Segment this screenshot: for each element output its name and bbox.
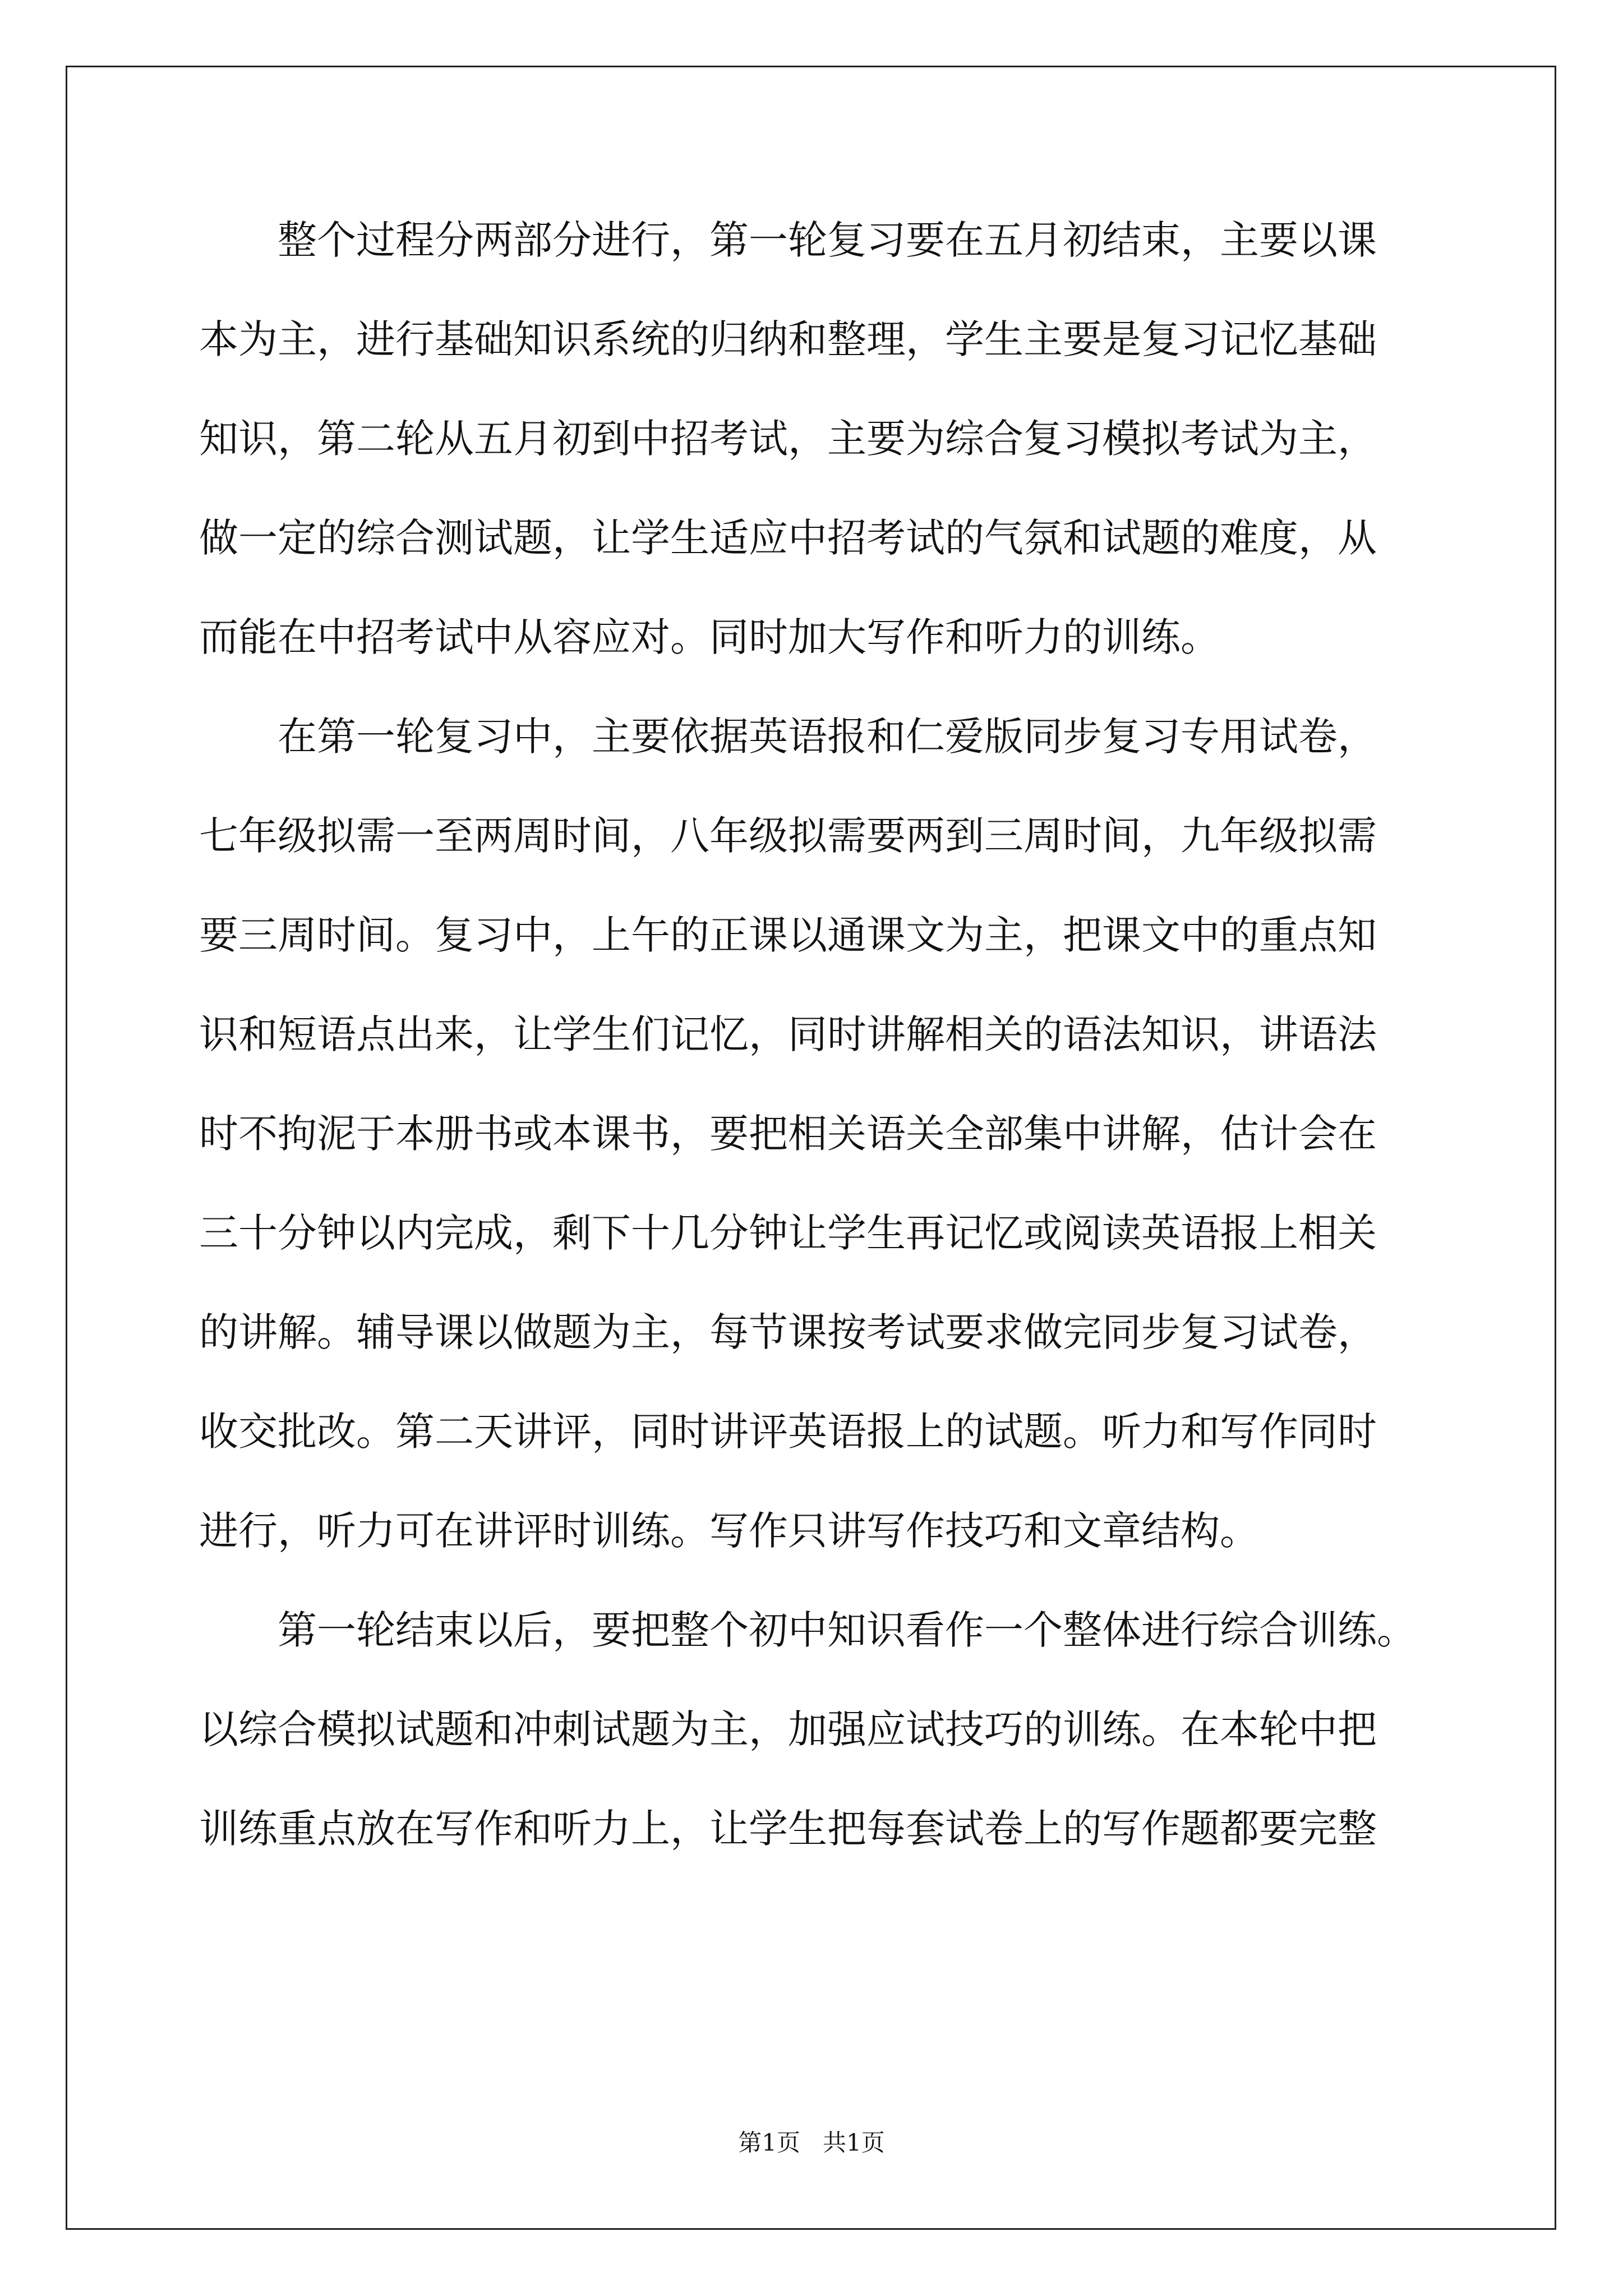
paragraph-2-line-7: 的讲解。辅导课以做题为主，每节课按考试要求做完同步复习试卷， [199,1309,1377,1355]
paragraph-2-line-8: 收交批改。第二天讲评，同时讲评英语报上的试题。听力和写作同时 [199,1409,1377,1455]
paragraph-2-line-2: 七年级拟需一至两周时间，八年级拟需要两到三周时间，九年级拟需 [199,813,1377,859]
paragraph-2-line-4: 识和短语点出来，让学生们记忆，同时讲解相关的语法知识，讲语法 [199,1011,1377,1057]
paragraph-2-line-5: 时不拘泥于本册书或本课书，要把相关语关全部集中讲解，估计会在 [199,1111,1377,1157]
paragraph-1-line-3: 知识，第二轮从五月初到中招考试，主要为综合复习模拟考试为主， [199,416,1377,462]
page-footer: 第1页 共1页 [738,2129,885,2156]
paragraph-1-line-4: 做一定的综合测试题，让学生适应中招考试的气氛和试题的难度，从 [199,515,1377,561]
paragraph-2-line-1: 在第一轮复习中，主要依据英语报和仁爱版同步复习专用试卷， [278,714,1377,760]
paragraph-1-line-5: 而能在中招考试中从容应对。同时加大写作和听力的训练。 [199,614,1220,660]
paragraph-2-line-9: 进行，听力可在讲评时训练。写作只讲写作技巧和文章结构。 [199,1508,1259,1554]
paragraph-3-line-1: 第一轮结束以后，要把整个初中知识看作一个整体进行综合训练。 [278,1607,1416,1653]
paragraph-1-line-2: 本为主，进行基础知识系统的归纳和整理，学生主要是复习记忆基础 [199,316,1377,362]
paragraph-2-line-3: 要三周时间。复习中，上午的正课以通课文为主，把课文中的重点知 [199,912,1377,958]
paragraph-2-line-6: 三十分钟以内完成，剩下十几分钟让学生再记忆或阅读英语报上相关 [199,1210,1377,1256]
paragraph-3-line-2: 以综合模拟试题和冲刺试题为主，加强应试技巧的训练。在本轮中把 [199,1706,1377,1752]
document-body [199,191,1433,1879]
paragraph-1-line-1: 整个过程分两部分进行，第一轮复习要在五月初结束，主要以课 [278,217,1377,263]
paragraph-3-line-3: 训练重点放在写作和听力上，让学生把每套试卷上的写作题都要完整 [199,1806,1377,1852]
